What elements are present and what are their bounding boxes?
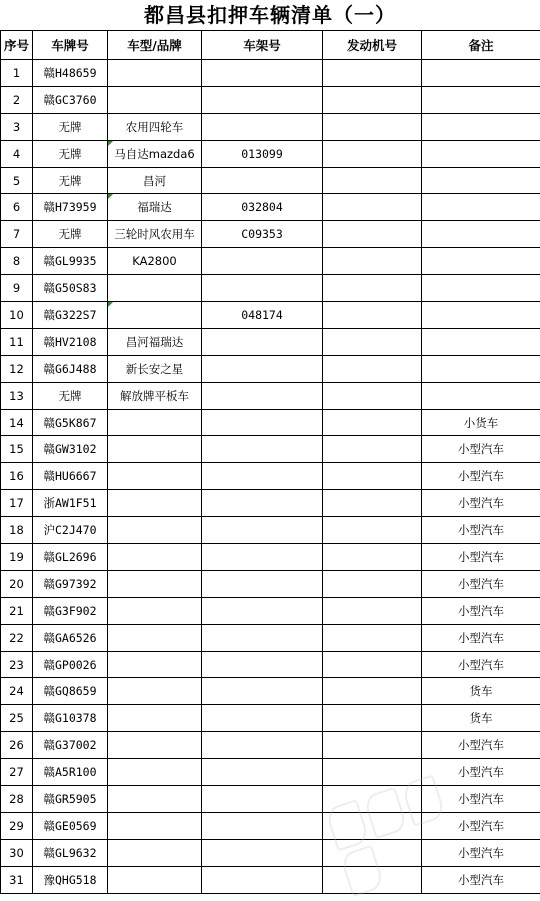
cell-index: 27 bbox=[1, 759, 33, 786]
cell-engine bbox=[323, 221, 422, 248]
cell-index: 30 bbox=[1, 839, 33, 866]
cell-index: 8 bbox=[1, 248, 33, 275]
cell-plate: 无牌 bbox=[33, 221, 108, 248]
cell-model bbox=[108, 302, 202, 329]
table-row bbox=[1, 812, 540, 839]
cell-index: 1 bbox=[1, 60, 33, 87]
cell-engine bbox=[323, 194, 422, 221]
cell-note bbox=[422, 355, 540, 382]
cell-engine bbox=[323, 570, 422, 597]
cell-plate: 豫QHG518 bbox=[33, 866, 108, 893]
table-row bbox=[1, 570, 540, 597]
cell-vin bbox=[202, 355, 323, 382]
cell-engine bbox=[323, 248, 422, 275]
table-body bbox=[1, 60, 540, 894]
cell-plate: 无牌 bbox=[33, 140, 108, 167]
cell-note: 小型汽车 bbox=[422, 786, 540, 813]
cell-model bbox=[108, 490, 202, 517]
cell-index: 25 bbox=[1, 705, 33, 732]
cell-note bbox=[422, 86, 540, 113]
cell-index: 18 bbox=[1, 517, 33, 544]
cell-model bbox=[108, 812, 202, 839]
cell-plate: 赣GC3760 bbox=[33, 86, 108, 113]
cell-note bbox=[422, 328, 540, 355]
cell-engine bbox=[323, 812, 422, 839]
table-row bbox=[1, 167, 540, 194]
cell-model bbox=[108, 436, 202, 463]
cell-vin bbox=[202, 544, 323, 571]
cell-model bbox=[108, 786, 202, 813]
header-note: 备注 bbox=[422, 31, 540, 60]
cell-plate: 赣GL2696 bbox=[33, 544, 108, 571]
cell-model bbox=[108, 60, 202, 87]
cell-note bbox=[422, 221, 540, 248]
cell-vin bbox=[202, 732, 323, 759]
cell-note: 小型汽车 bbox=[422, 463, 540, 490]
cell-note bbox=[422, 382, 540, 409]
cell-model bbox=[108, 86, 202, 113]
cell-model bbox=[108, 517, 202, 544]
cell-engine bbox=[323, 60, 422, 87]
cell-engine bbox=[323, 167, 422, 194]
cell-plate: 赣G6J488 bbox=[33, 355, 108, 382]
cell-vin bbox=[202, 517, 323, 544]
cell-index: 31 bbox=[1, 866, 33, 893]
table-row bbox=[1, 544, 540, 571]
cell-index: 3 bbox=[1, 113, 33, 140]
header-engine: 发动机号 bbox=[323, 31, 422, 60]
cell-note: 小型汽车 bbox=[422, 732, 540, 759]
cell-plate: 赣GP0026 bbox=[33, 651, 108, 678]
cell-plate: 赣H73959 bbox=[33, 194, 108, 221]
table-row bbox=[1, 678, 540, 705]
cell-model bbox=[108, 759, 202, 786]
cell-note bbox=[422, 60, 540, 87]
cell-plate: 赣GL9632 bbox=[33, 839, 108, 866]
cell-model bbox=[108, 597, 202, 624]
cell-vin bbox=[202, 597, 323, 624]
cell-index: 2 bbox=[1, 86, 33, 113]
cell-model bbox=[108, 732, 202, 759]
cell-index: 29 bbox=[1, 812, 33, 839]
cell-engine bbox=[323, 624, 422, 651]
cell-note bbox=[422, 275, 540, 302]
cell-model bbox=[108, 678, 202, 705]
cell-note: 小型汽车 bbox=[422, 624, 540, 651]
cell-index: 6 bbox=[1, 194, 33, 221]
vehicle-table bbox=[0, 30, 540, 894]
cell-note: 小型汽车 bbox=[422, 597, 540, 624]
header-plate: 车牌号 bbox=[33, 31, 108, 60]
cell-index: 14 bbox=[1, 409, 33, 436]
table-row bbox=[1, 517, 540, 544]
cell-plate: 赣GR5905 bbox=[33, 786, 108, 813]
cell-plate: 无牌 bbox=[33, 167, 108, 194]
cell-model bbox=[108, 705, 202, 732]
cell-note: 小型汽车 bbox=[422, 517, 540, 544]
cell-note bbox=[422, 167, 540, 194]
cell-note bbox=[422, 140, 540, 167]
cell-note bbox=[422, 194, 540, 221]
cell-plate: 赣G10378 bbox=[33, 705, 108, 732]
cell-model: 昌河 bbox=[108, 167, 202, 194]
cell-vin bbox=[202, 759, 323, 786]
cell-index: 17 bbox=[1, 490, 33, 517]
header-vin: 车架号 bbox=[202, 31, 323, 60]
cell-model: 马自达mazda6 bbox=[108, 140, 202, 167]
cell-plate: 赣GW3102 bbox=[33, 436, 108, 463]
cell-note: 货车 bbox=[422, 705, 540, 732]
cell-index: 19 bbox=[1, 544, 33, 571]
cell-vin bbox=[202, 436, 323, 463]
table-row bbox=[1, 194, 540, 221]
cell-vin bbox=[202, 678, 323, 705]
cell-engine bbox=[323, 705, 422, 732]
table-row bbox=[1, 113, 540, 140]
cell-vin bbox=[202, 490, 323, 517]
cell-vin bbox=[202, 463, 323, 490]
cell-vin bbox=[202, 705, 323, 732]
cell-vin bbox=[202, 60, 323, 87]
cell-index: 7 bbox=[1, 221, 33, 248]
table-row bbox=[1, 409, 540, 436]
cell-vin bbox=[202, 328, 323, 355]
cell-index: 24 bbox=[1, 678, 33, 705]
cell-index: 5 bbox=[1, 167, 33, 194]
cell-vin bbox=[202, 866, 323, 893]
cell-vin bbox=[202, 570, 323, 597]
cell-engine bbox=[323, 463, 422, 490]
cell-vin: C09353 bbox=[202, 221, 323, 248]
table-row bbox=[1, 436, 540, 463]
cell-engine bbox=[323, 275, 422, 302]
cell-model bbox=[108, 570, 202, 597]
cell-vin bbox=[202, 86, 323, 113]
cell-model: 农用四轮车 bbox=[108, 113, 202, 140]
cell-vin: 048174 bbox=[202, 302, 323, 329]
cell-index: 26 bbox=[1, 732, 33, 759]
cell-note: 小型汽车 bbox=[422, 436, 540, 463]
cell-plate: 赣GQ8659 bbox=[33, 678, 108, 705]
cell-model: 新长安之星 bbox=[108, 355, 202, 382]
header-row bbox=[1, 31, 540, 60]
cell-plate: 赣G97392 bbox=[33, 570, 108, 597]
cell-note bbox=[422, 113, 540, 140]
cell-engine bbox=[323, 355, 422, 382]
cell-note: 小型汽车 bbox=[422, 490, 540, 517]
cell-note bbox=[422, 248, 540, 275]
cell-index: 22 bbox=[1, 624, 33, 651]
table-row bbox=[1, 651, 540, 678]
table-row bbox=[1, 839, 540, 866]
table-row bbox=[1, 463, 540, 490]
cell-engine bbox=[323, 490, 422, 517]
cell-model bbox=[108, 866, 202, 893]
cell-vin bbox=[202, 167, 323, 194]
cell-note: 小型汽车 bbox=[422, 570, 540, 597]
cell-model: 福瑞达 bbox=[108, 194, 202, 221]
table-row bbox=[1, 86, 540, 113]
cell-model: 解放牌平板车 bbox=[108, 382, 202, 409]
table-row bbox=[1, 705, 540, 732]
table-row bbox=[1, 355, 540, 382]
cell-plate: 赣G322S7 bbox=[33, 302, 108, 329]
cell-engine bbox=[323, 597, 422, 624]
cell-model bbox=[108, 544, 202, 571]
cell-index: 11 bbox=[1, 328, 33, 355]
cell-vin bbox=[202, 409, 323, 436]
cell-plate: 赣G50S83 bbox=[33, 275, 108, 302]
cell-index: 21 bbox=[1, 597, 33, 624]
table-row bbox=[1, 140, 540, 167]
cell-index: 28 bbox=[1, 786, 33, 813]
cell-index: 23 bbox=[1, 651, 33, 678]
cell-engine bbox=[323, 651, 422, 678]
cell-vin bbox=[202, 786, 323, 813]
cell-model bbox=[108, 624, 202, 651]
table-row bbox=[1, 624, 540, 651]
cell-model: KA2800 bbox=[108, 248, 202, 275]
table-row bbox=[1, 221, 540, 248]
table-row bbox=[1, 786, 540, 813]
cell-vin bbox=[202, 382, 323, 409]
cell-plate: 赣G37002 bbox=[33, 732, 108, 759]
cell-model bbox=[108, 839, 202, 866]
cell-note: 小型汽车 bbox=[422, 866, 540, 893]
cell-vin bbox=[202, 248, 323, 275]
table-row bbox=[1, 597, 540, 624]
header-model: 车型/品牌 bbox=[108, 31, 202, 60]
cell-engine bbox=[323, 86, 422, 113]
cell-engine bbox=[323, 113, 422, 140]
table-row bbox=[1, 328, 540, 355]
table-row bbox=[1, 490, 540, 517]
cell-model bbox=[108, 651, 202, 678]
cell-model bbox=[108, 463, 202, 490]
table-row bbox=[1, 275, 540, 302]
cell-plate: 赣A5R100 bbox=[33, 759, 108, 786]
cell-engine bbox=[323, 302, 422, 329]
cell-engine bbox=[323, 544, 422, 571]
cell-plate: 无牌 bbox=[33, 382, 108, 409]
cell-plate: 沪C2J470 bbox=[33, 517, 108, 544]
cell-index: 10 bbox=[1, 302, 33, 329]
cell-note: 小型汽车 bbox=[422, 544, 540, 571]
cell-plate: 浙AW1F51 bbox=[33, 490, 108, 517]
cell-vin bbox=[202, 275, 323, 302]
header-index: 序号 bbox=[1, 31, 33, 60]
cell-plate: 赣HV2108 bbox=[33, 328, 108, 355]
cell-vin bbox=[202, 839, 323, 866]
cell-index: 12 bbox=[1, 355, 33, 382]
cell-note bbox=[422, 302, 540, 329]
cell-engine bbox=[323, 436, 422, 463]
cell-engine bbox=[323, 140, 422, 167]
cell-note: 货车 bbox=[422, 678, 540, 705]
cell-engine bbox=[323, 409, 422, 436]
cell-vin: 032804 bbox=[202, 194, 323, 221]
cell-engine bbox=[323, 382, 422, 409]
cell-engine bbox=[323, 786, 422, 813]
cell-plate: 赣HU6667 bbox=[33, 463, 108, 490]
cell-plate: 赣GL9935 bbox=[33, 248, 108, 275]
cell-plate: 赣GE0569 bbox=[33, 812, 108, 839]
cell-note: 小型汽车 bbox=[422, 812, 540, 839]
cell-index: 4 bbox=[1, 140, 33, 167]
table-row bbox=[1, 382, 540, 409]
cell-engine bbox=[323, 866, 422, 893]
cell-model: 三轮时风农用车 bbox=[108, 221, 202, 248]
cell-plate: 赣GA6526 bbox=[33, 624, 108, 651]
cell-note: 小货车 bbox=[422, 409, 540, 436]
cell-index: 9 bbox=[1, 275, 33, 302]
table-row bbox=[1, 60, 540, 87]
table-row bbox=[1, 732, 540, 759]
cell-engine bbox=[323, 517, 422, 544]
cell-plate: 赣G5K867 bbox=[33, 409, 108, 436]
cell-engine bbox=[323, 732, 422, 759]
cell-vin bbox=[202, 812, 323, 839]
cell-engine bbox=[323, 678, 422, 705]
cell-note: 小型汽车 bbox=[422, 839, 540, 866]
cell-index: 15 bbox=[1, 436, 33, 463]
cell-vin: 013099 bbox=[202, 140, 323, 167]
table-row bbox=[1, 302, 540, 329]
cell-plate: 赣H48659 bbox=[33, 60, 108, 87]
cell-model bbox=[108, 275, 202, 302]
cell-plate: 无牌 bbox=[33, 113, 108, 140]
cell-index: 20 bbox=[1, 570, 33, 597]
cell-engine bbox=[323, 839, 422, 866]
cell-vin bbox=[202, 651, 323, 678]
cell-model bbox=[108, 409, 202, 436]
cell-index: 13 bbox=[1, 382, 33, 409]
table-row bbox=[1, 866, 540, 893]
page-title: 都昌县扣押车辆清单（一） bbox=[0, 0, 540, 30]
cell-vin bbox=[202, 624, 323, 651]
cell-note: 小型汽车 bbox=[422, 759, 540, 786]
table-row bbox=[1, 248, 540, 275]
cell-plate: 赣G3F902 bbox=[33, 597, 108, 624]
table-row bbox=[1, 759, 540, 786]
cell-model: 昌河福瑞达 bbox=[108, 328, 202, 355]
cell-engine bbox=[323, 759, 422, 786]
cell-index: 16 bbox=[1, 463, 33, 490]
cell-note: 小型汽车 bbox=[422, 651, 540, 678]
cell-vin bbox=[202, 113, 323, 140]
cell-engine bbox=[323, 328, 422, 355]
